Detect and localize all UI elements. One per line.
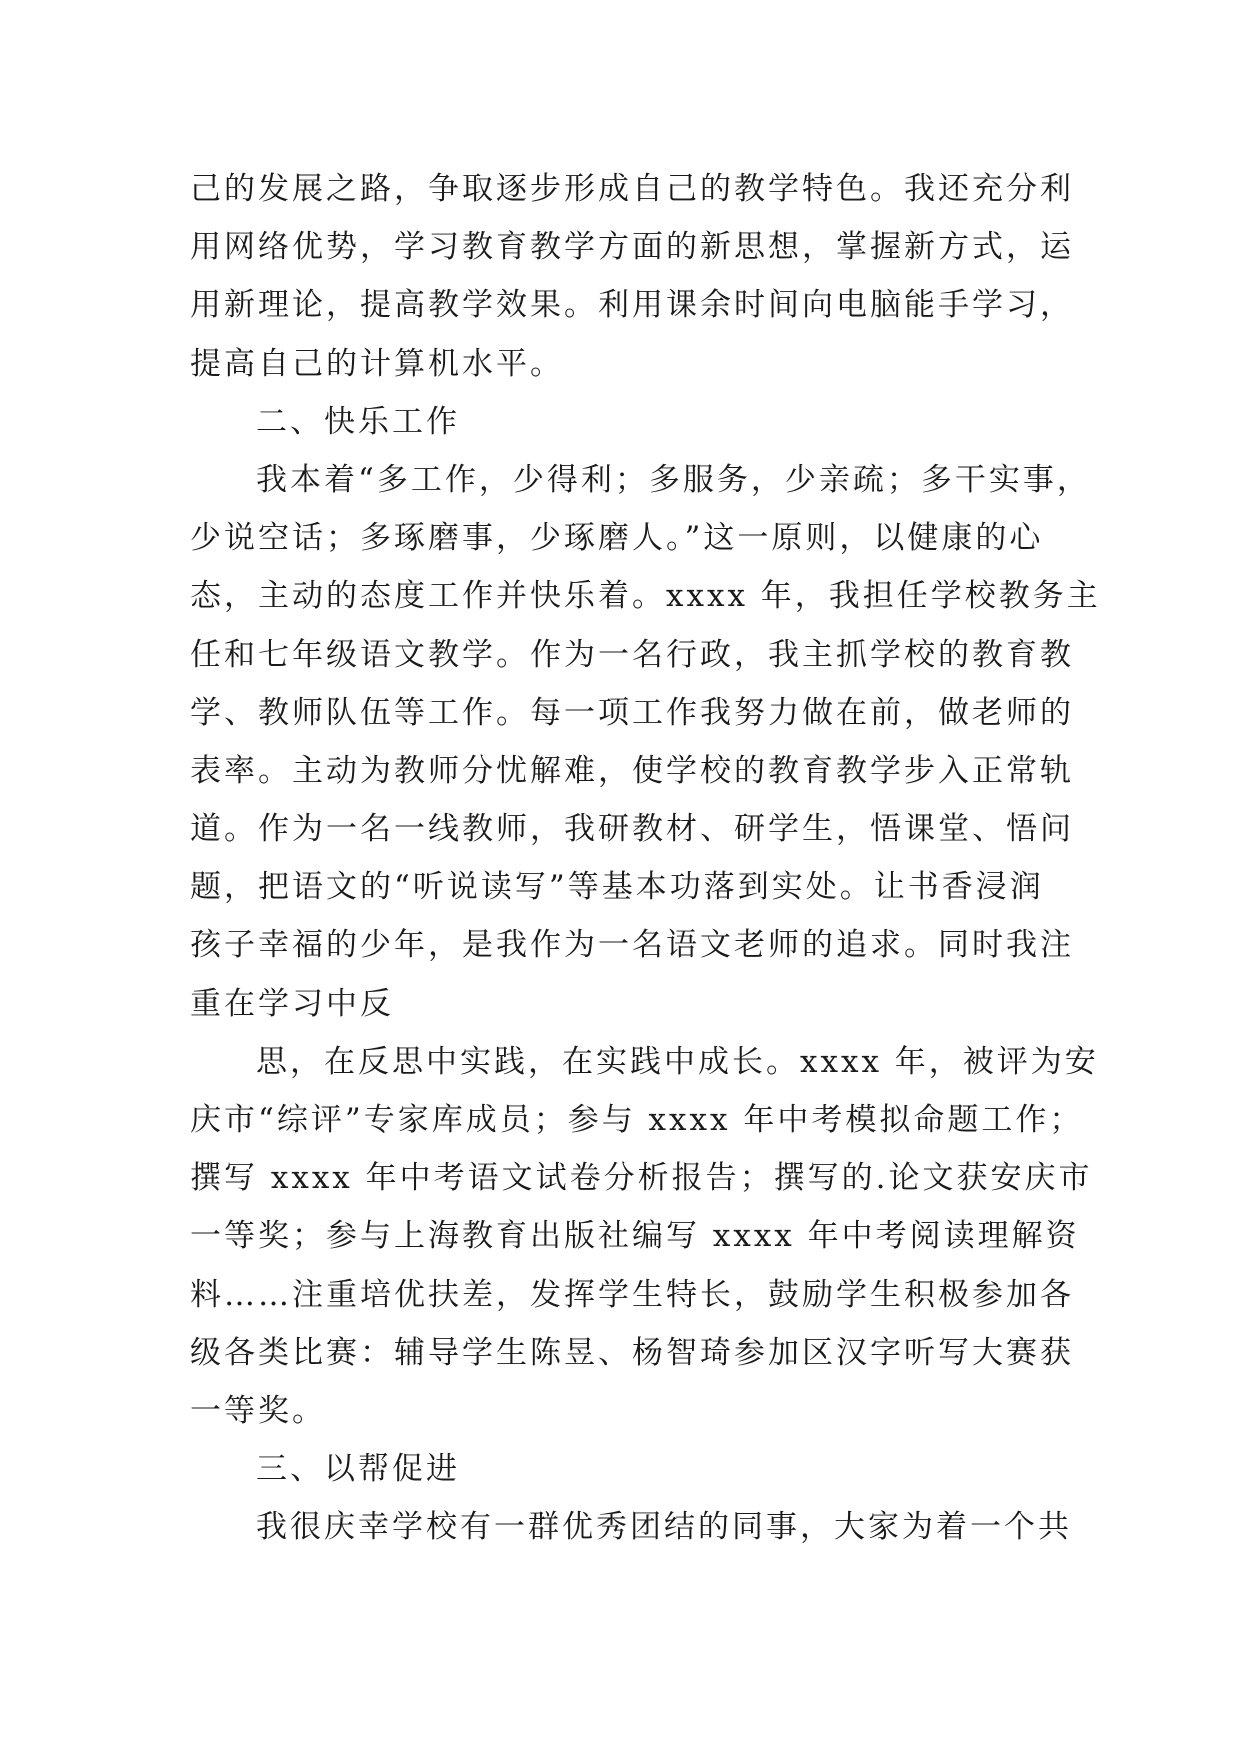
text-line: 用网络优势，学习教育教学方面的新思想，掌握新方式，运 [190,229,1074,266]
text-line: 撰写 xxxx 年中考语文试卷分析报告；撰写的.论文获安庆市 [190,1160,1093,1197]
text-line: 孩子幸福的少年，是我作为一名语文老师的追求。同时我注 [190,927,1074,964]
text-line: 任和七年级语文教学。作为一名行政，我主抓学校的教育教 [190,636,1074,673]
text-line: 我很庆幸学校有一群优秀团结的同事，大家为着一个共 [256,1509,1072,1546]
text-line: 少说空话；多琢磨事，少琢磨人。”这一原则，以健康的心 [190,520,1044,557]
text-line: 庆市“综评”专家库成员；参与 xxxx 年中考模拟命题工作； [190,1102,1084,1138]
text-line: 表率。主动为教师分忧解难，使学校的教育教学步入正常轨 [190,752,1074,789]
text-line: 态，主动的态度工作并快乐着。xxxx 年，我担任学校教务主 [190,578,1101,615]
text-line: 一等奖；参与上海教育出版社编写 xxxx 年中考阅读理解资 [190,1218,1080,1255]
section-heading: 三、以帮促进 [256,1451,460,1488]
document-body [190,160,1101,1557]
text-line: 题，把语文的“听说读写”等基本功落到实处。让书香浸润 [190,869,1044,906]
text-line: 重在学习中反 [190,985,394,1022]
text-line: 提高自己的计算机水平。 [190,345,564,382]
text-line: 一等奖。 [190,1392,326,1429]
text-line: 学、教师队伍等工作。每一项工作我努力做在前，做老师的 [190,694,1074,731]
text-line: 级各类比赛：辅导学生陈昱、杨智琦参加区汉字听写大赛获 [190,1334,1074,1371]
text-line: 用新理论，提高教学效果。利用课余时间向电脑能手学习， [190,287,1074,324]
text-line: 思，在反思中实践，在实践中成长。xxxx 年，被评为安 [256,1043,1099,1080]
text-line: 料……注重培优扶差，发挥学生特长，鼓励学生积极参加各 [190,1276,1074,1313]
text-line: 我本着“多工作，少得利；多服务，少亲疏；多干实事， [256,461,1091,498]
text-line: 道。作为一名一线教师，我研教材、研学生，悟课堂、悟问 [190,811,1074,848]
text-line: 己的发展之路，争取逐步形成自己的教学特色。我还充分利 [190,171,1074,207]
section-heading: 二、快乐工作 [256,403,460,440]
